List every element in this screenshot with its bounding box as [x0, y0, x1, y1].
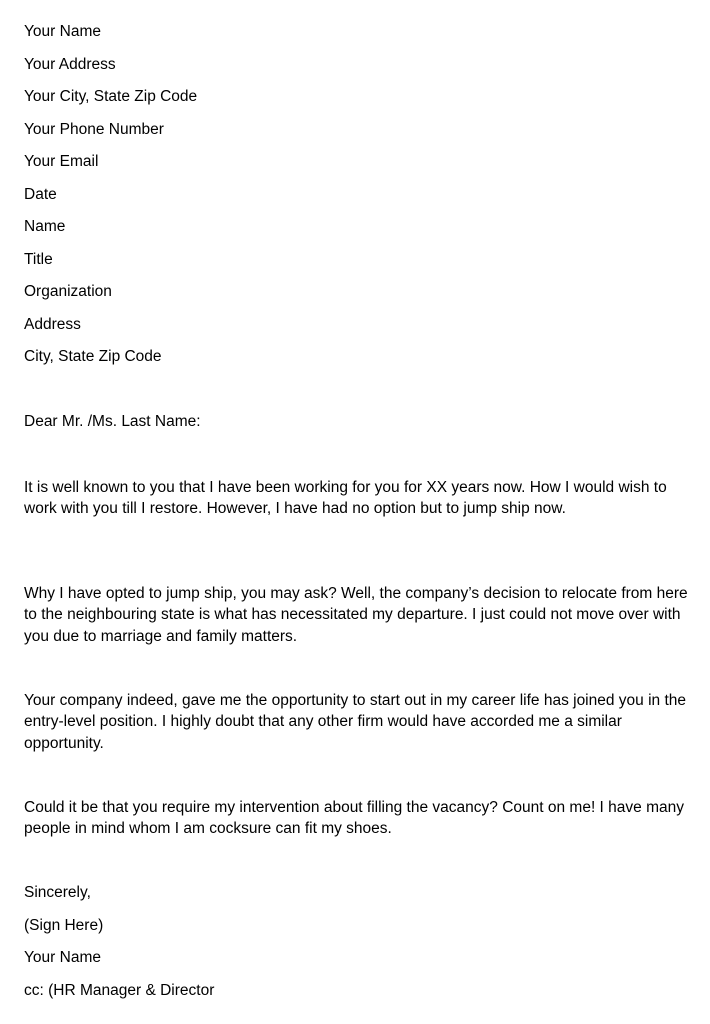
- letter-date: Date: [24, 186, 57, 203]
- sender-name: Your Name: [24, 23, 101, 40]
- body-paragraph-3: Your company indeed, gave me the opportunity to start out in my career life has joined you in the entry-level position. I highly doubt that any other firm would have accorded me a similar opportunity.: [24, 692, 687, 752]
- signature-placeholder: (Sign Here): [24, 917, 104, 934]
- recipient-organization: Organization: [24, 283, 112, 300]
- recipient-city-state-zip: City, State Zip Code: [24, 348, 162, 365]
- sender-email: Your Email: [24, 153, 99, 170]
- recipient-title: Title: [24, 251, 53, 268]
- salutation: Dear Mr. /Ms. Last Name:: [24, 413, 201, 430]
- closing-name: Your Name: [24, 949, 101, 966]
- recipient-name: Name: [24, 218, 66, 235]
- sender-address: Your Address: [24, 56, 116, 73]
- body-paragraph-2: Why I have opted to jump ship, you may ask? Well, the company’s decision to relocate from here to the neighbouring state is what has necessitated my departure. I just could not move over with you due to marriage and family matters.: [24, 585, 688, 645]
- valediction: Sincerely,: [24, 884, 91, 901]
- recipient-address: Address: [24, 316, 81, 333]
- cc-line: cc: (HR Manager & Director: [24, 982, 215, 999]
- body-paragraph-1: It is well known to you that I have been working for you for XX years now. How I would wish to work with you till I restore. However, I have had no option but to jump ship now.: [24, 479, 667, 518]
- sender-city-state-zip: Your City, State Zip Code: [24, 88, 198, 105]
- sender-phone: Your Phone Number: [24, 121, 164, 138]
- body-paragraph-4: Could it be that you require my intervention about filling the vacancy? Count on me! I have many people in mind whom I am cocksure can fit my shoes.: [24, 799, 684, 838]
